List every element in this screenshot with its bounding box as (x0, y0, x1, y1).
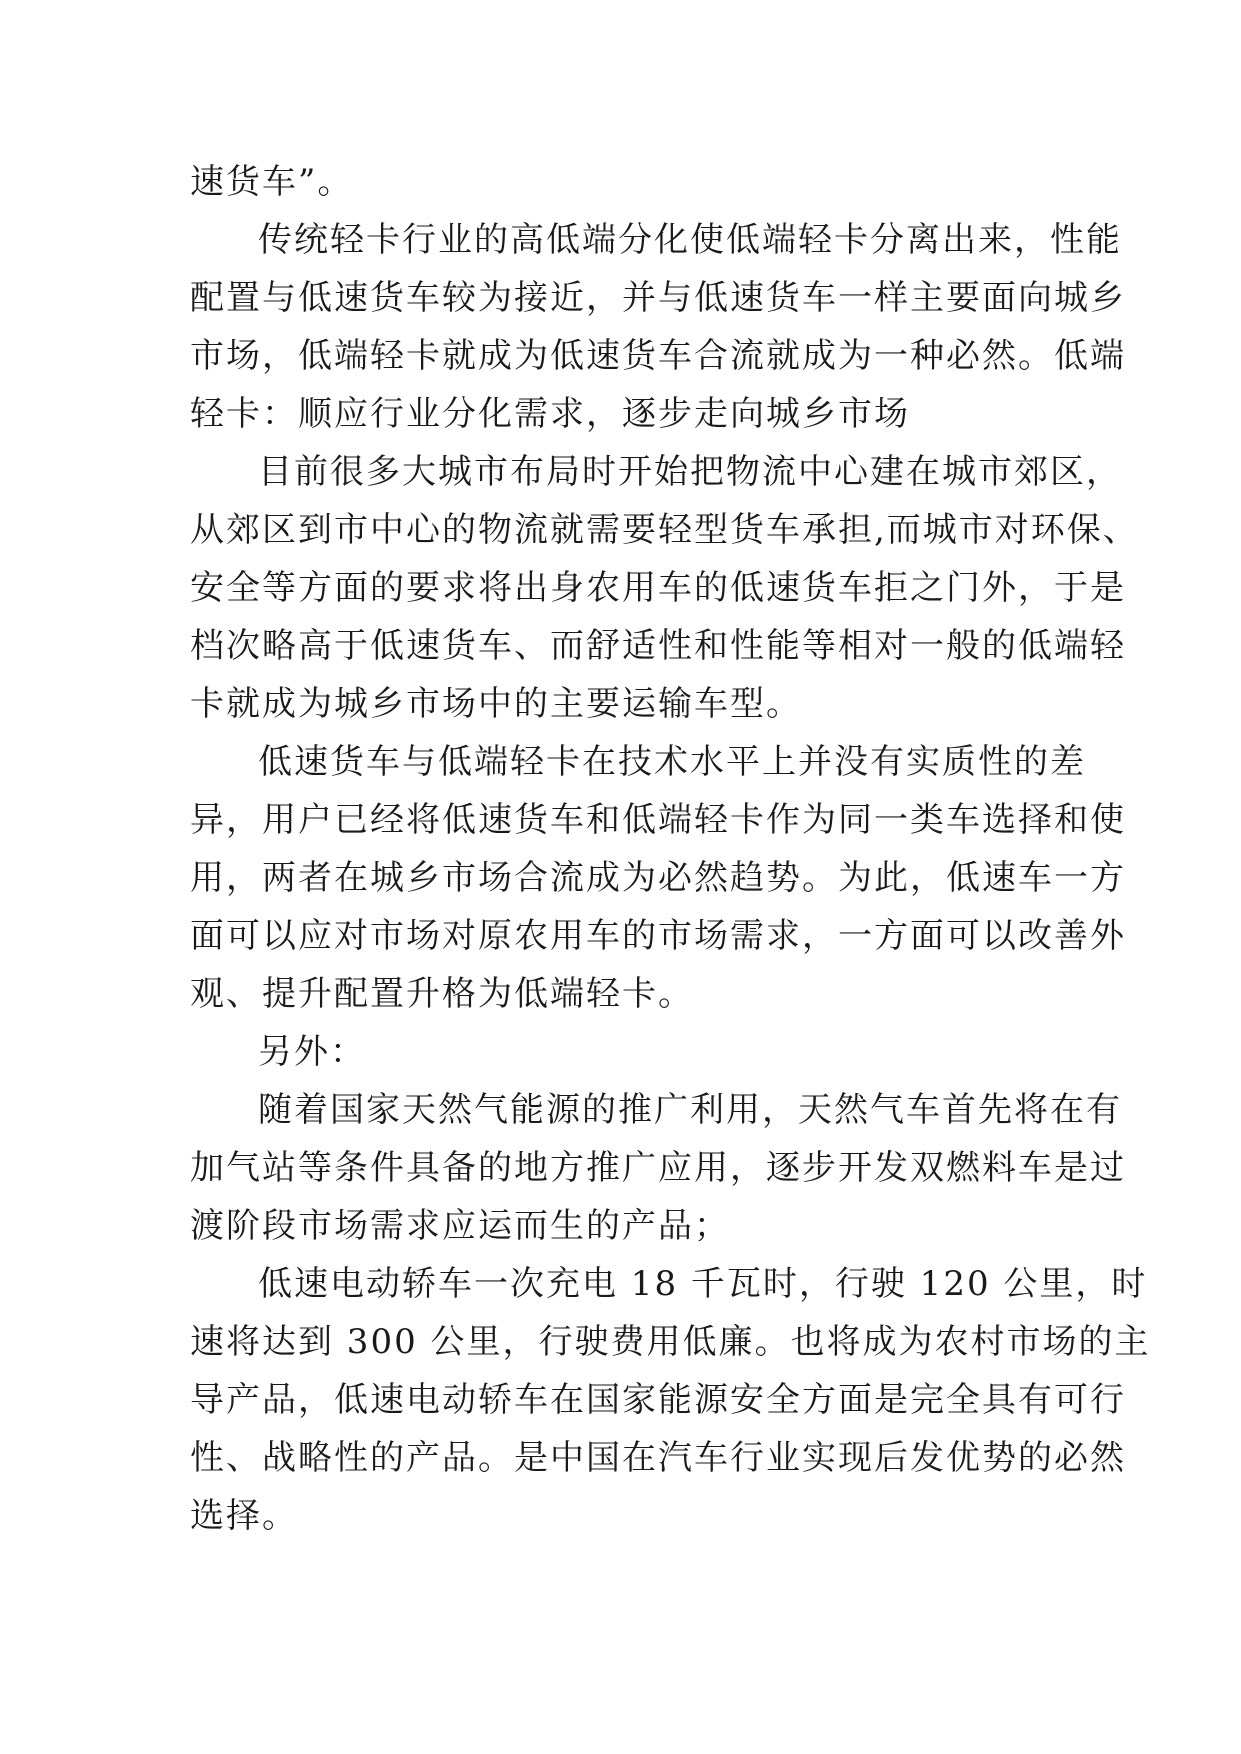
text-line: 面可以应对市场对原农用车的市场需求，一方面可以改善外 (190, 916, 1126, 956)
text-line: 安全等方面的要求将出身农用车的低速货车拒之门外，于是 (190, 568, 1126, 608)
text-line: 导产品，低速电动轿车在国家能源安全方面是完全具有可行 (190, 1380, 1126, 1420)
text-line: 另外： (258, 1032, 366, 1072)
text-line: 性、战略性的产品。是中国在汽车行业实现后发优势的必然 (190, 1438, 1126, 1478)
text-line: 速将达到 300 公里，行驶费用低廉。也将成为农村市场的主 (190, 1322, 1151, 1362)
text-line: 目前很多大城市布局时开始把物流中心建在城市郊区， (258, 452, 1122, 492)
text-line: 低速电动轿车一次充电 18 千瓦时，行驶 120 公里，时 (258, 1264, 1148, 1304)
text-line: 轻卡：顺应行业分化需求，逐步走向城乡市场 (190, 394, 910, 434)
text-line: 市场，低端轻卡就成为低速货车合流就成为一种必然。低端 (190, 336, 1126, 376)
text-line: 用，两者在城乡市场合流成为必然趋势。为此，低速车一方 (190, 858, 1126, 898)
document-body (190, 153, 1151, 1545)
text-line: 传统轻卡行业的高低端分化使低端轻卡分离出来，性能 (258, 220, 1122, 260)
text-line: 卡就成为城乡市场中的主要运输车型。 (190, 684, 802, 724)
text-line: 观、提升配置升格为低端轻卡。 (190, 974, 694, 1014)
text-line: 低速货车与低端轻卡在技术水平上并没有实质性的差 (258, 742, 1086, 782)
text-line: 速货车”。 (190, 162, 354, 202)
text-line: 档次略高于低速货车、而舒适性和性能等相对一般的低端轻 (190, 626, 1126, 666)
text-line: 选择。 (190, 1496, 298, 1536)
text-line: 从郊区到市中心的物流就需要轻型货车承担,而城市对环保、 (190, 510, 1139, 550)
text-line: 异，用户已经将低速货车和低端轻卡作为同一类车选择和使 (190, 800, 1126, 840)
text-line: 随着国家天然气能源的推广利用，天然气车首先将在有 (258, 1090, 1122, 1130)
text-line: 加气站等条件具备的地方推广应用，逐步开发双燃料车是过 (190, 1148, 1126, 1188)
text-line: 渡阶段市场需求应运而生的产品； (190, 1206, 730, 1246)
text-line: 配置与低速货车较为接近，并与低速货车一样主要面向城乡 (190, 278, 1126, 318)
